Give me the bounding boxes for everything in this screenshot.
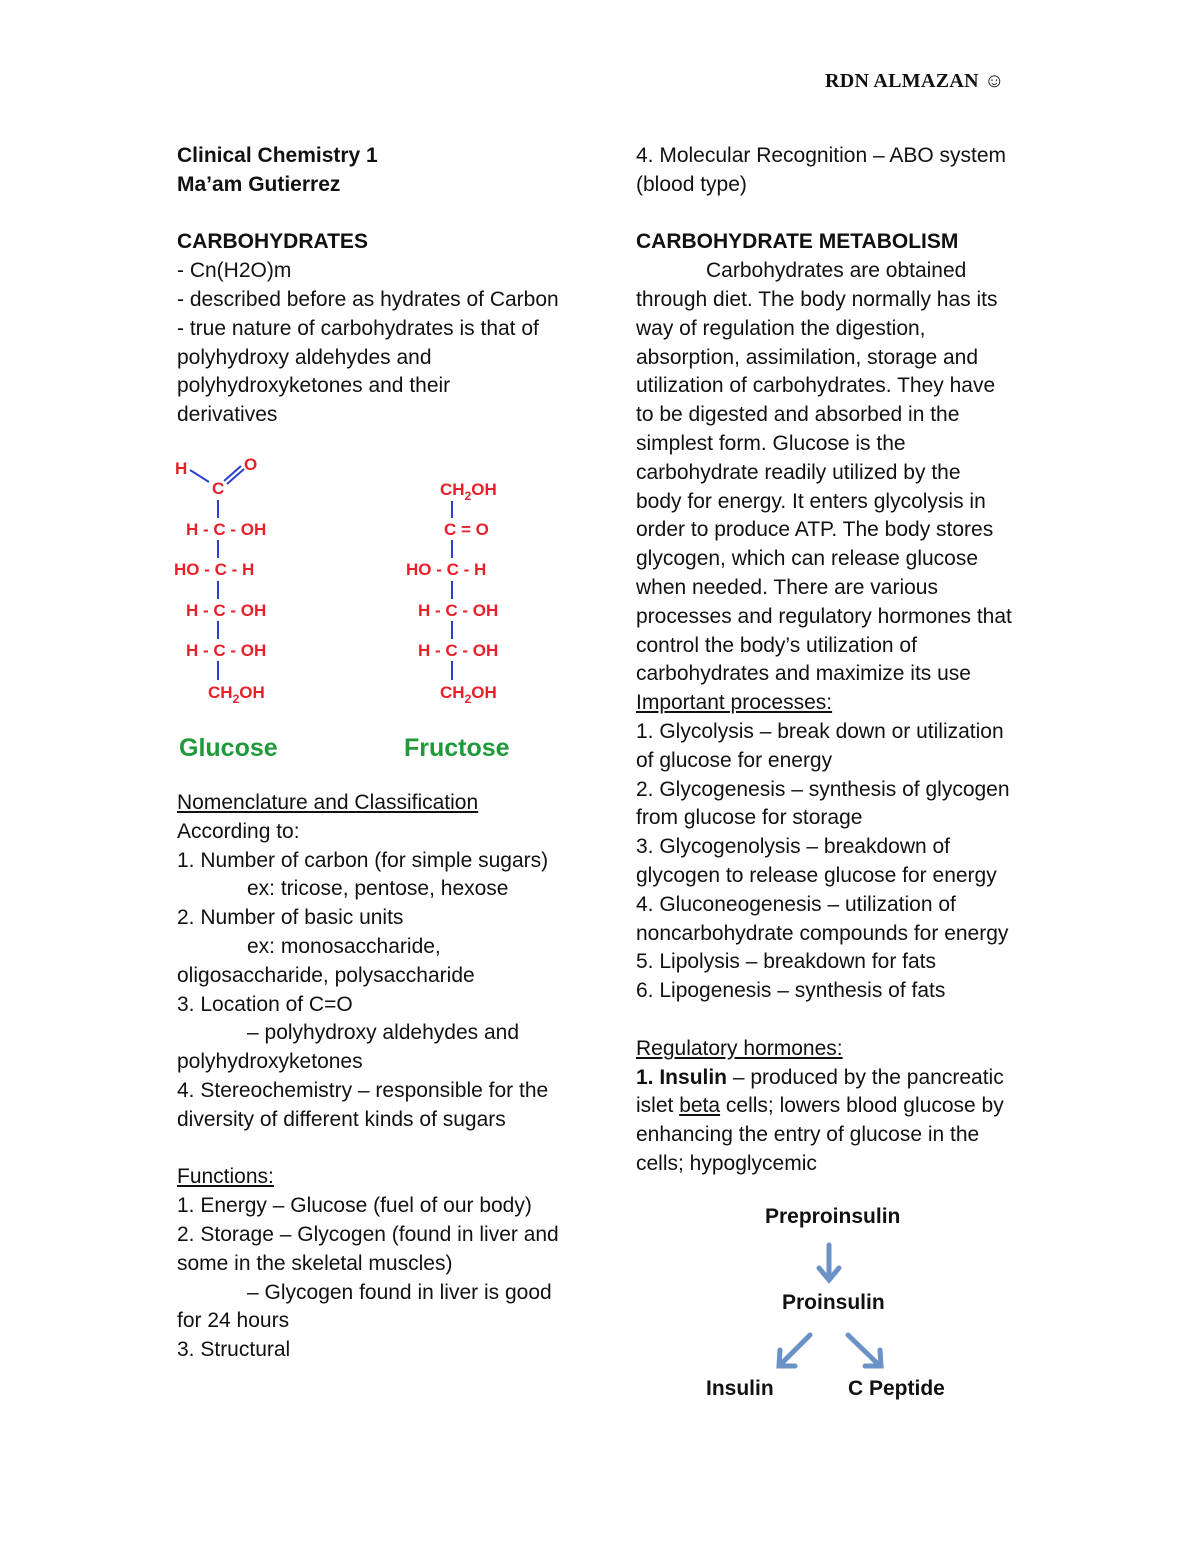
nomenclature-detail: – polyhydroxy aldehydes and [247,1021,520,1045]
insulin-product-label: Insulin [706,1377,774,1400]
functions-heading: Functions: [177,1165,274,1189]
nomenclature-example: ex: tricose, pentose, hexose [247,877,509,901]
cpeptide-label: C Peptide [848,1377,945,1400]
nomenclature-item: diversity of different kinds of sugars [177,1107,506,1131]
insulin-text: islet [636,1094,680,1118]
intro-line: - Cn(H2O)m [177,259,292,283]
down-arrow-icon [819,1245,839,1280]
intro-line: derivatives [177,403,278,427]
metabolism-paragraph-line: carbohydrate readily utilized by the [636,460,961,484]
nomenclature-detail: polyhydroxyketones [177,1050,363,1074]
processes-heading: Important processes: [636,691,833,715]
metabolism-paragraph-line: absorption, assimilation, storage and [636,345,979,369]
nomenclature-item: 4. Stereochemistry – responsible for the [177,1078,549,1102]
teacher-name: Ma’am Gutierrez [177,172,341,196]
metabolism-paragraph-line: processes and regulatory hormones that [636,604,1012,628]
fructose-label: Fructose [404,734,510,762]
glucose-label: Glucose [179,734,278,762]
svg-text:C: C [212,479,225,498]
function-item: – Glycogen found in liver is good [247,1280,552,1304]
metabolism-heading: CARBOHYDRATE METABOLISM [636,230,959,254]
nomenclature-item: 3. Location of C=O [177,992,353,1016]
svg-text:C = O: C = O [444,520,489,539]
function-item: 1. Energy – Glucose (fuel of our body) [177,1194,532,1218]
according-line: According to: [177,819,300,843]
insulin-label: 1. Insulin [636,1065,728,1089]
metabolism-paragraph-line: carbohydrates and maximize its use [636,662,971,686]
nomenclature-item: 2. Number of basic units [177,906,404,930]
metabolism-paragraph-line: Carbohydrates are obtained [706,259,967,283]
author-header: RDN ALMAZAN ☺ [825,70,1005,92]
svg-text:O: O [244,455,258,474]
beta-word: beta [679,1094,721,1118]
process-item: 3. Glycogenolysis – breakdown of [636,835,951,859]
function-item: 3. Structural [177,1338,291,1362]
intro-line: polyhydroxyketones and their [177,374,451,398]
process-item: 2. Glycogenesis – synthesis of glycogen [636,777,1010,801]
metabolism-paragraph-line: to be digested and absorbed in the [636,403,960,427]
insulin-text: cells; lowers blood glucose by [720,1094,1004,1118]
continued-item: 4. Molecular Recognition – ABO system [636,144,1007,167]
metabolism-paragraph-line: control the body’s utilization of [636,633,917,657]
nomenclature-example: oligosaccharide, polysaccharide [177,963,475,987]
hormones-heading: Regulatory hormones: [636,1036,843,1060]
svg-text:HO - C - H: HO - C - H [406,560,487,579]
insulin-line: enhancing the entry of glucose in the [636,1123,980,1147]
metabolism-paragraph-line: glycogen, which can release glucose [636,547,979,571]
function-item: 2. Storage – Glycogen (found in liver and [177,1222,559,1246]
metabolism-paragraph-line: simplest form. Glucose is the [636,431,906,455]
continued-item: (blood type) [636,172,747,196]
proinsulin-label: Proinsulin [782,1291,885,1314]
down-right-arrow-icon [848,1335,881,1366]
preproinsulin-label: Preproinsulin [765,1205,901,1228]
insulin-line: cells; hypoglycemic [636,1151,817,1175]
process-item: glycogen to release glucose for energy [636,863,997,887]
metabolism-paragraph-line: utilization of carbohydrates. They have [636,374,996,398]
process-item: from glucose for storage [636,806,863,830]
metabolism-paragraph-line: through diet. The body normally has its [636,287,998,311]
carbohydrates-heading: CARBOHYDRATES [177,230,368,254]
process-item: 1. Glycolysis – break down or utilization [636,719,1004,743]
svg-text:CH2OH: $CH_2OH$ [440,480,497,503]
svg-text:H - C - OH: H - C - OH [186,641,267,660]
function-item: for 24 hours [177,1309,290,1333]
process-item: 6. Lipogenesis – synthesis of fats [636,979,946,1003]
metabolism-paragraph-line: body for energy. It enters glycolysis in [636,489,986,513]
svg-text:H - C - OH: H - C - OH [186,601,267,620]
function-item: some in the skeletal muscles) [177,1251,453,1275]
svg-text:H - C - OH: H - C - OH [418,641,499,660]
svg-text:H: H [175,459,188,478]
intro-line: - described before as hydrates of Carbon [177,287,559,311]
svg-text:H - C - OH: H - C - OH [418,601,499,620]
nomenclature-item: 1. Number of carbon (for simple sugars) [177,848,549,872]
svg-text:H - C - OH: H - C - OH [186,520,267,539]
process-item: 4. Gluconeogenesis – utilization of [636,892,956,916]
svg-text:CH2OH: $CH_2OH$ [208,683,265,706]
insulin-text: – produced by the pancreatic [727,1065,1004,1089]
process-item: 5. Lipolysis – breakdown for fats [636,950,936,974]
nomenclature-example: ex: monosaccharide, [247,934,441,958]
svg-text:CH2OH: $CH_2OH$ [440,683,497,706]
metabolism-paragraph-line: order to produce ATP. The body stores [636,518,994,542]
process-item: of glucose for energy [636,748,833,772]
nomenclature-heading: Nomenclature and Classification [177,791,479,814]
metabolism-paragraph-line: way of regulation the digestion, [636,316,926,340]
course-title: Clinical Chemistry 1 [177,144,378,167]
svg-text:HO - C - H: HO - C - H [174,560,255,579]
intro-line: polyhydroxy aldehydes and [177,345,432,369]
process-item: noncarbohydrate compounds for energy [636,921,1009,945]
down-left-arrow-icon [779,1335,810,1366]
metabolism-paragraph-line: when needed. There are various [636,575,938,599]
intro-line: - true nature of carbohydrates is that of [177,316,539,340]
